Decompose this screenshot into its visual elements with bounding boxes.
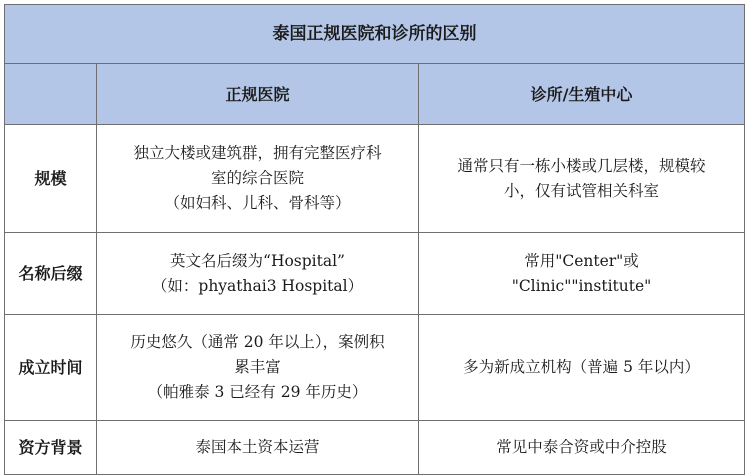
cell-line: （如：phyathai3 Hospital）: [151, 276, 364, 295]
cell-line: 英文名后缀为“Hospital”: [170, 251, 345, 270]
cell-hospital-founded: [97, 315, 419, 421]
cell-hospital-name-suffix: [97, 233, 419, 315]
header-blank-cell: [5, 64, 97, 125]
header-hospital: 正规医院: [97, 64, 419, 125]
title-row: [5, 5, 745, 64]
cell-line: 通常只有一栋小楼或几层楼，规模较: [457, 156, 706, 175]
header-clinic: 诊所/生殖中心: [419, 64, 745, 125]
table-row-scale: [5, 125, 745, 233]
cell-clinic-founded: [419, 315, 745, 421]
row-label-scale: 规模: [5, 125, 97, 233]
comparison-table: [4, 4, 745, 475]
header-row: [5, 64, 745, 125]
row-label-capital: 资方背景: [5, 421, 97, 475]
cell-line: "Clinic""institute": [511, 276, 652, 295]
cell-line: 多为新成立机构（普遍 5 年以内）: [463, 358, 700, 376]
cell-line: 累丰富: [234, 358, 281, 376]
cell-line: （如妇科、儿科、骨科等）: [164, 194, 351, 212]
row-label-founded: 成立时间: [5, 315, 97, 421]
table-row-capital: [5, 421, 745, 475]
cell-clinic-name-suffix: [419, 233, 745, 315]
cell-line: 常用"Center"或: [524, 251, 639, 270]
table-row-name-suffix: [5, 233, 745, 315]
row-label-name-suffix: 名称后缀: [5, 233, 97, 315]
cell-clinic-scale: [419, 125, 745, 233]
cell-line: 泰国本土资本运营: [195, 438, 320, 456]
cell-hospital-scale: [97, 125, 419, 233]
cell-line: 历史悠久（通常 20 年以上），案例积: [130, 333, 385, 351]
cell-line: 小，仅有试管相关科室: [503, 181, 659, 200]
table-title: 泰国正规医院和诊所的区别: [5, 5, 745, 64]
cell-line: （帕雅泰 3 已经有 29 年历史）: [147, 383, 368, 401]
cell-line: 独立大楼或建筑群，拥有完整医疗科: [133, 144, 382, 162]
table-row-founded: [5, 315, 745, 421]
cell-clinic-capital: [419, 421, 745, 475]
cell-line: 室的综合医院: [210, 169, 304, 187]
cell-hospital-capital: [97, 421, 419, 475]
cell-line: 常见中泰合资或中介控股: [496, 438, 667, 456]
